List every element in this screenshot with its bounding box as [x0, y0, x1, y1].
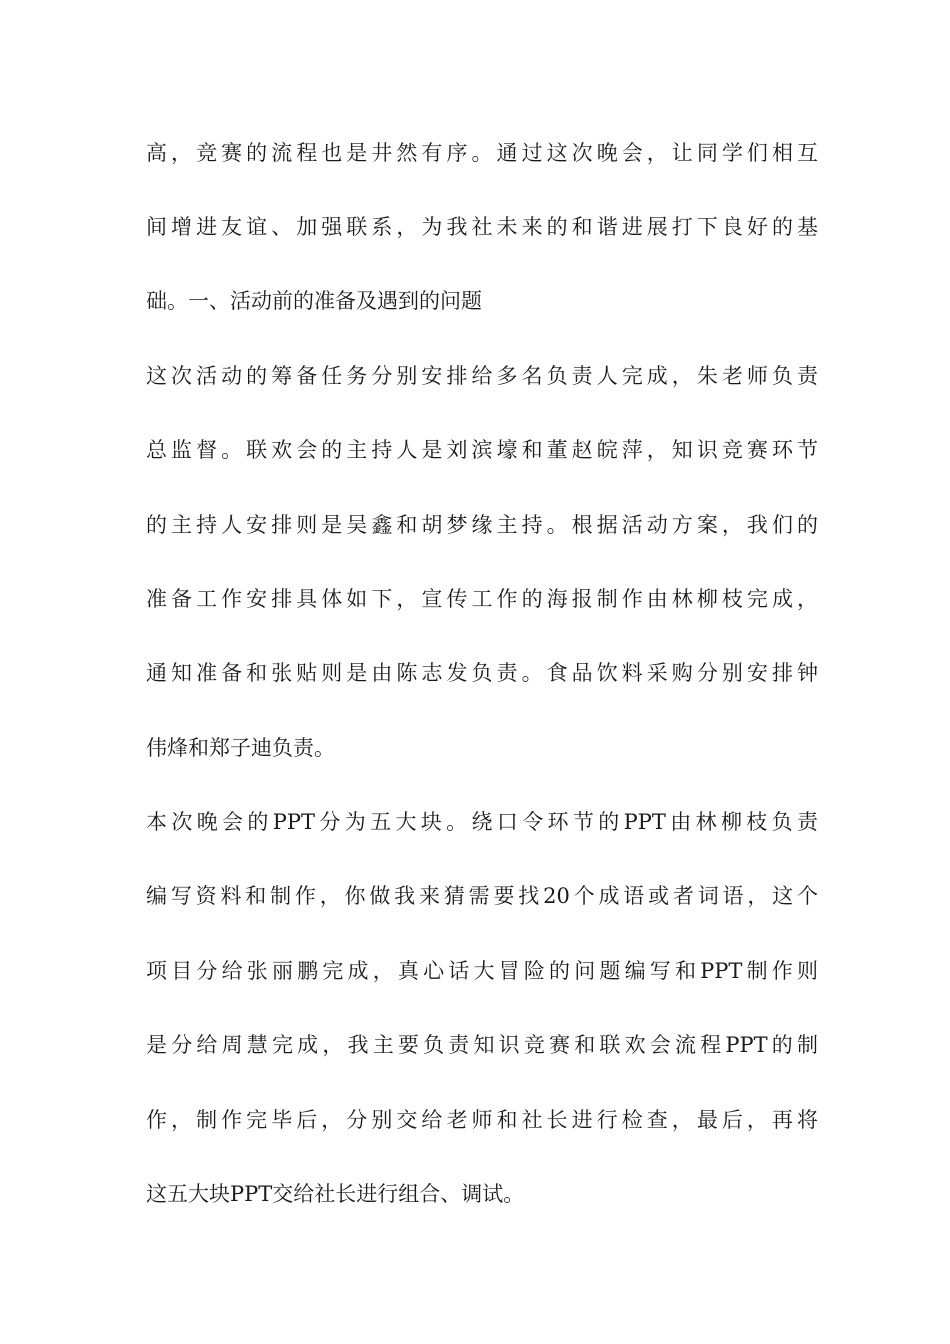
body-text-line: 通知准备和张贴则是由陈志发负责。食品饮料采购分别安排钟: [146, 661, 818, 685]
body-text-line: 是分给周慧完成，我主要负责知识竞赛和联欢会流程PPT的制: [146, 1033, 818, 1057]
body-text-line: 的主持人安排则是吴鑫和胡梦缘主持。根据活动方案，我们的: [146, 513, 818, 537]
body-text-line: 伟烽和郑子迪负责。: [146, 736, 335, 760]
body-text-line: 这五大块PPT交给社长进行组合、调试。: [146, 1182, 525, 1206]
body-text-line: 总监督。联欢会的主持人是刘滨壕和董赵皖萍，知识竞赛环节: [146, 438, 818, 462]
body-text-line: 础。一、活动前的准备及遇到的问题: [146, 289, 482, 313]
body-text-line: 本次晚会的PPT分为五大块。绕口令环节的PPT由林柳枝负责: [146, 810, 818, 834]
body-text-line: 这次活动的筹备任务分别安排给多名负责人完成，朱老师负责: [146, 364, 818, 388]
body-text-line: 作，制作完毕后，分别交给老师和社长进行检查，最后，再将: [146, 1108, 818, 1132]
body-text-line: 间增进友谊、加强联系，为我社未来的和谐进展打下良好的基: [146, 215, 818, 239]
body-text-line: 项目分给张丽鹏完成，真心话大冒险的问题编写和PPT制作则: [146, 959, 818, 983]
body-text-line: 准备工作安排具体如下，宣传工作的海报制作由林柳枝完成，: [146, 587, 818, 611]
body-text-line: 高，竞赛的流程也是井然有序。通过这次晚会，让同学们相互: [146, 141, 818, 165]
body-text-line: 编写资料和制作，你做我来猜需要找20个成语或者词语，这个: [146, 884, 818, 908]
